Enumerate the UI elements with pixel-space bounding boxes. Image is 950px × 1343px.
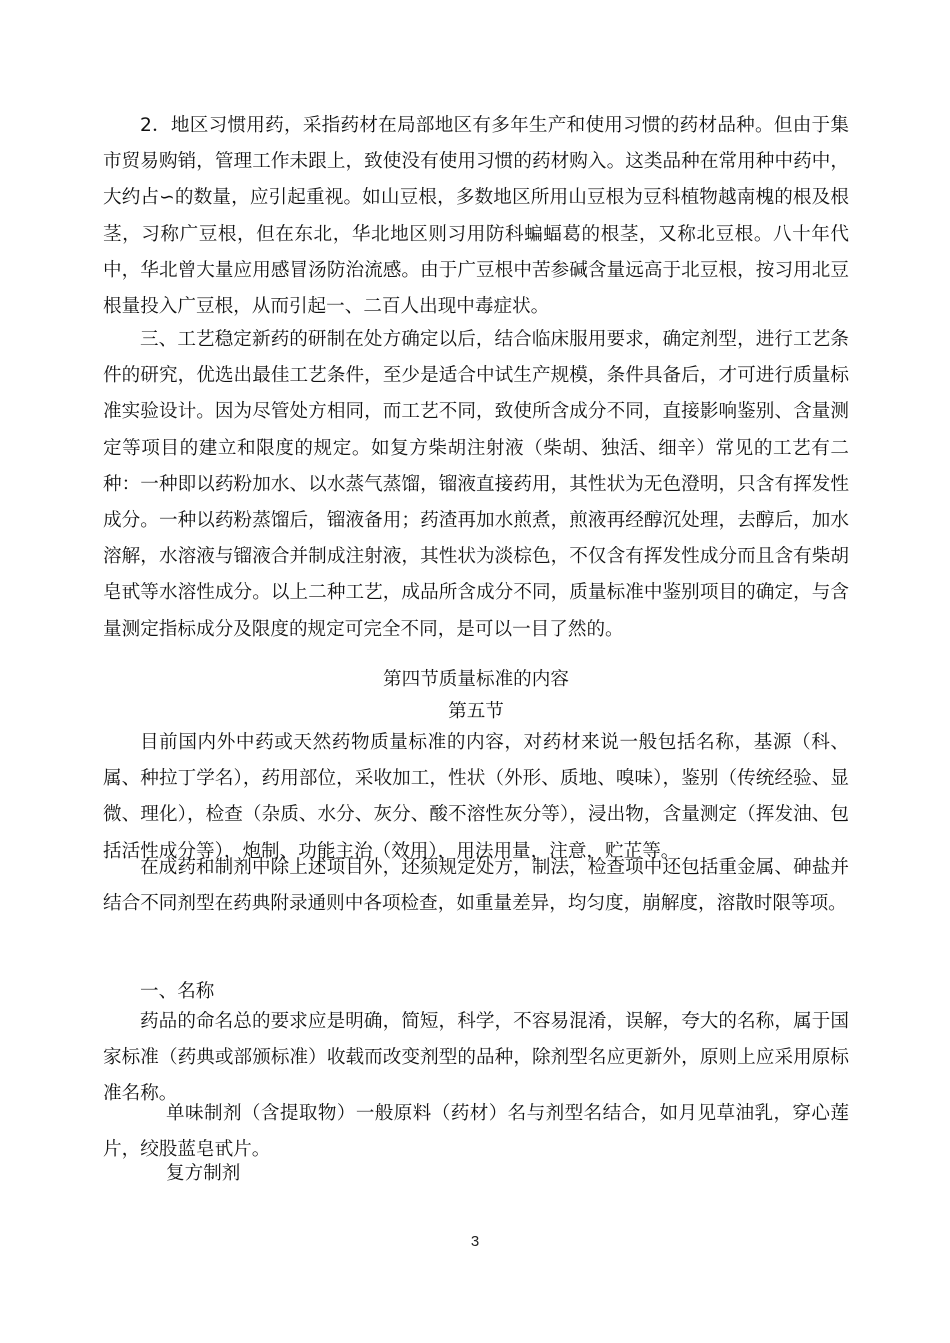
paragraph-naming-requirements: 药品的命名总的要求应是明确，简短，科学，不容易混淆，误解，夸大的名称，属于国家标准（药典或部颁标准）收载而改变剂型的品种，除剂型名应更新外，原则上应采用原标准名称。 bbox=[103, 1011, 849, 1105]
paragraph-standard-contents: 目前国内外中药或天然药物质量标准的内容，对药材来说一般包括名称，基源（科、属、种拉丁学名），药用部位，采收加工，性状（外形、质地、嗅味），鉴别（传统经验、显微、理化），检查（杂质、水分、灰分、酸不溶性灰分等），浸出物，含量测定（挥发油、包括活性成分等），炮制、功能主治（效用），用法用量，注意，贮芷等。 bbox=[103, 732, 849, 862]
paragraph-compound-preparations: 复方制剂 bbox=[166, 1163, 241, 1184]
section-heading-fifth: 第五节 bbox=[448, 701, 504, 722]
section-heading-fourth: 第四节质量标准的内容 bbox=[383, 669, 569, 690]
paragraph-regional-medicine: 2．地区习惯用药，采指药材在局部地区有多年生产和使用习惯的药材品种。但由于集市贸易购销，管理工作未跟上，致使没有使用习惯的药材购入。这类品种在常用种中药中，大约占∽的数量，应引起重视。如山豆根，多数地区所用山豆根为豆科植物越南槐的根及根茎，习称广豆根，但在东北，华北地区则习用防科蝙蝠葛的根茎，又称北豆根。八十年代中，华北曾大量应用感冒汤防治流感。由于广豆根中苦参碱含量远高于北豆根，按习用北豆根量投入广豆根，从而引起一、二百人出现中毒症状。 bbox=[103, 115, 849, 318]
subheading-name: 一、名称 bbox=[140, 981, 215, 1002]
paragraph-process-stability: 三、工艺稳定新药的研制在处方确定以后，结合临床服用要求，确定剂型，进行工艺条件的研究，优选出最佳工艺条件，至少是适合中试生产规模，条件具备后，才可进行质量标准实验设计。因为尽管处方相同，而工艺不同，致使所含成分不同，直接影响鉴别、含量测定等项目的建立和限度的规定。如复方柴胡注射液（柴胡、独活、细辛）常见的工艺有二种：一种即以药粉加水、以水蒸气蒸馏，镏液直接药用，其性状为无色澄明，只含有挥发性成分。一种以药粉蒸馏后，镏液备用；药渣再加水煎煮，煎液再经醇沉处理，去醇后，加水溶解，水溶液与镏液合并制成注射液，其性状为淡棕色，不仅含有挥发性成分而且含有柴胡皂甙等水溶性成分。以上二种工艺，成品所含成分不同，质量标准中鉴别项目的确定，与含量测定指标成分及限度的规定可完全不同，是可以一目了然的。 bbox=[103, 329, 849, 640]
page-number: 3 bbox=[470, 1233, 480, 1250]
paragraph-single-preparations: 单味制剂（含提取物）一般原料（药材）名与剂型名结合，如月见草油乳，穿心莲片，绞股蓝皂甙片。 bbox=[103, 1103, 849, 1161]
paragraph-preparations: 在成药和制剂中除上述项目外，还须规定处方，制法，检查项中还包括重金属、砷盐并结合不同剂型在药典附录通则中各项检查，如重量差异，均匀度，崩解度，溶散时限等项。 bbox=[103, 857, 849, 915]
